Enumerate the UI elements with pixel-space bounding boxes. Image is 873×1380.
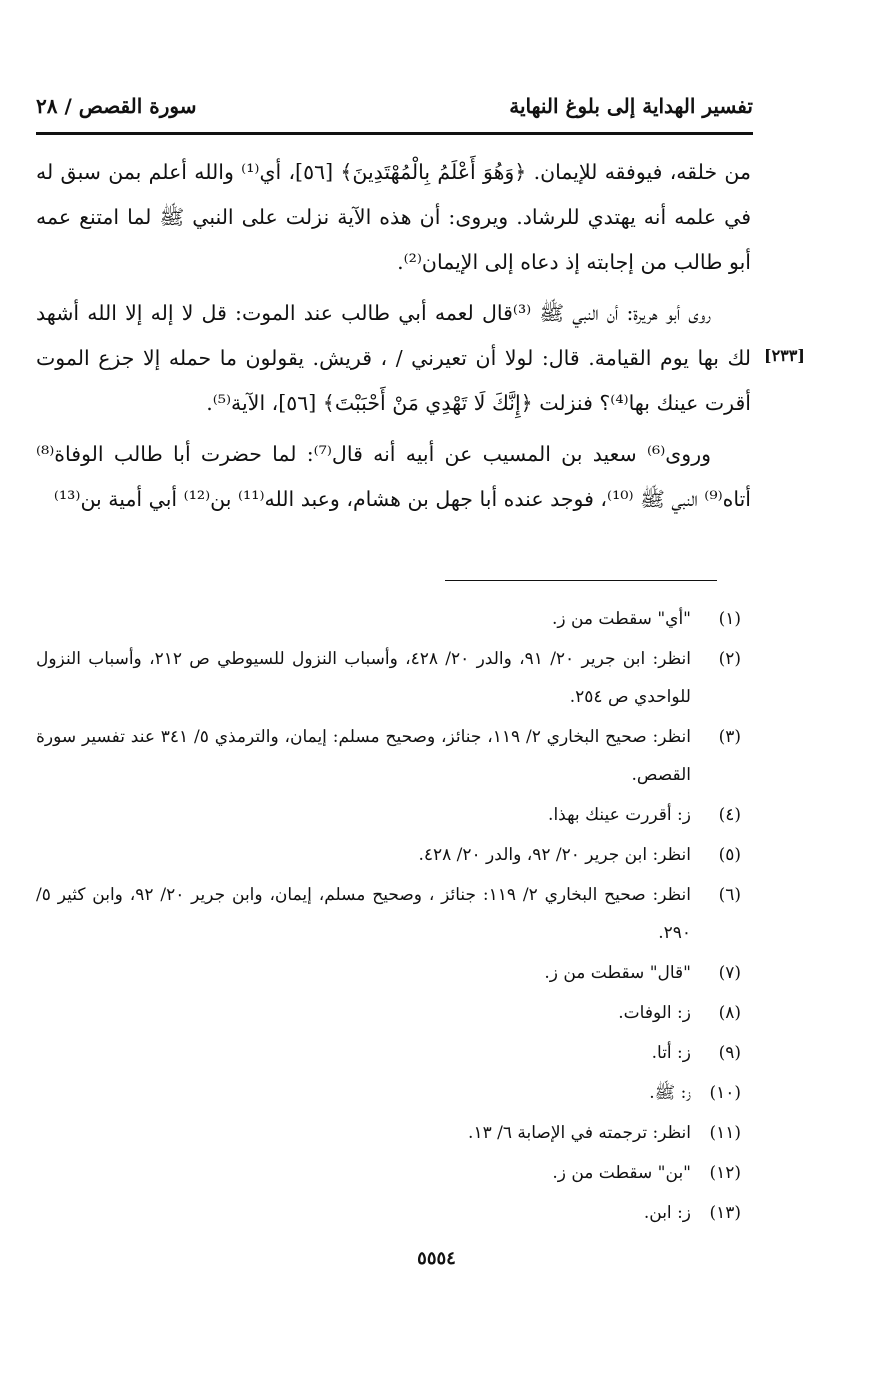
paragraph: روى أبو هريرة: أن النبي ﷺ ⁽³⁾قال لعمه أبي طالب عند الموت: قل لا إله إلا الله أشهد لك بها يوم القيامة. قال: لولا أن تعيرني / ، قريش. يقولون ما حمله إلا جزع الموت أقرت عينك بها⁽⁴⁾؟ فنزلت ﴿إِنَّكَ لَا تَهْدِي مَنْ أَحْبَبْتَ﴾ [٥٦]، الآية⁽⁵⁾. bbox=[36, 301, 751, 415]
page-number: ٥٥٥٤ bbox=[417, 1248, 456, 1269]
header-divider bbox=[36, 132, 753, 135]
footnote bbox=[36, 876, 741, 952]
surah-indicator: سورة القصص / ٢٨ bbox=[36, 94, 197, 118]
footnote-text: "أي" سقطت من ز. bbox=[551, 609, 691, 629]
footnote-text: "قال" سقطت من ز. bbox=[544, 963, 691, 983]
footnote-number: (٤) bbox=[718, 805, 741, 825]
book-title: تفسير الهداية إلى بلوغ النهاية bbox=[509, 94, 753, 118]
footnote-number: (٣) bbox=[718, 727, 741, 747]
footnote-number: (٥) bbox=[718, 845, 741, 865]
footnote-text: ز: ابن. bbox=[643, 1203, 691, 1223]
manuscript-folio-note: [٢٣٣] bbox=[764, 346, 805, 365]
footnote-number: (١٣) bbox=[709, 1203, 741, 1223]
running-header bbox=[36, 88, 753, 124]
footnote-text: انظر: ترجمته في الإصابة ٦/ ١٣. bbox=[468, 1123, 691, 1143]
footnote-number: (١) bbox=[718, 609, 741, 629]
footnote bbox=[36, 1154, 741, 1192]
footnote-number: (١١) bbox=[709, 1123, 741, 1143]
footnote-number: (٧) bbox=[718, 963, 741, 983]
footnote bbox=[36, 1194, 741, 1232]
footnote bbox=[36, 796, 741, 834]
footnote-text: ز: ﷺ. bbox=[649, 1083, 691, 1103]
footnote-text: انظر: ابن جرير ٢٠/ ٩١، والدر ٢٠/ ٤٢٨، وأسباب النزول للسيوطي ص ٢١٢، وأسباب النزول للواحدي ص ٢٥٤. bbox=[36, 649, 691, 707]
footnote-number: (٨) bbox=[718, 1003, 741, 1023]
footnote-text: ز: الوفات. bbox=[618, 1003, 691, 1023]
footnote bbox=[36, 600, 741, 638]
footnote-divider bbox=[445, 580, 717, 581]
footnote-text: ز: أقررت عينك بهذا. bbox=[548, 805, 691, 825]
footnote-number: (١٠) bbox=[709, 1083, 741, 1103]
footnote-text: انظر: ابن جرير ٢٠/ ٩٢، والدر ٢٠/ ٤٢٨. bbox=[418, 845, 691, 865]
footnote bbox=[36, 1114, 741, 1152]
footnotes bbox=[36, 600, 741, 1234]
footnote-number: (٦) bbox=[718, 885, 741, 905]
footnote-text: "بن" سقطت من ز. bbox=[552, 1163, 691, 1183]
footnote bbox=[36, 718, 741, 794]
footnote bbox=[36, 994, 741, 1032]
paragraph: من خلقه، فيوفقه للإيمان. ﴿وَهُوَ أَعْلَمُ بِالْمُهْتَدِينَ﴾ [٥٦]، أي⁽¹⁾ والله أعلم بمن سبق له في علمه أنه يهتدي للرشاد. ويروى: أن هذه الآية نزلت على النبي ﷺ لما امتنع عمه أبو طالب من إجابته إذ دعاه إلى الإيمان⁽²⁾. bbox=[36, 160, 751, 274]
footnote-text: انظر: صحيح البخاري ٢/ ١١٩: جنائز ، وصحيح مسلم، إيمان، وابن جرير ٢٠/ ٩٢، وابن كثير ٥/ ٢٩٠. bbox=[36, 885, 691, 943]
footnote-number: (٢) bbox=[718, 649, 741, 669]
main-text bbox=[36, 150, 751, 528]
footnote-text: ز: أتا. bbox=[651, 1043, 691, 1063]
footnote bbox=[36, 1034, 741, 1072]
footnote bbox=[36, 836, 741, 874]
footnote bbox=[36, 1074, 741, 1112]
footnote bbox=[36, 954, 741, 992]
footnote-text: انظر: صحيح البخاري ٢/ ١١٩، جنائز، وصحيح مسلم: إيمان، والترمذي ٥/ ٣٤١ عند تفسير سورة القصص. bbox=[36, 727, 691, 785]
footnote-number: (١٢) bbox=[709, 1163, 741, 1183]
footnote bbox=[36, 640, 741, 716]
footnote-number: (٩) bbox=[718, 1043, 741, 1063]
paragraph: وروى⁽⁶⁾ سعيد بن المسيب عن أبيه أنه قال⁽⁷⁾: لما حضرت أبا طالب الوفاة⁽⁸⁾ أتاه⁽⁹⁾ النبي ﷺ ⁽¹⁰⁾، فوجد عنده أبا جهل بن هشام، وعبد الله⁽¹¹⁾ بن⁽¹²⁾ أبي أمية بن⁽¹³⁾ bbox=[36, 442, 751, 511]
